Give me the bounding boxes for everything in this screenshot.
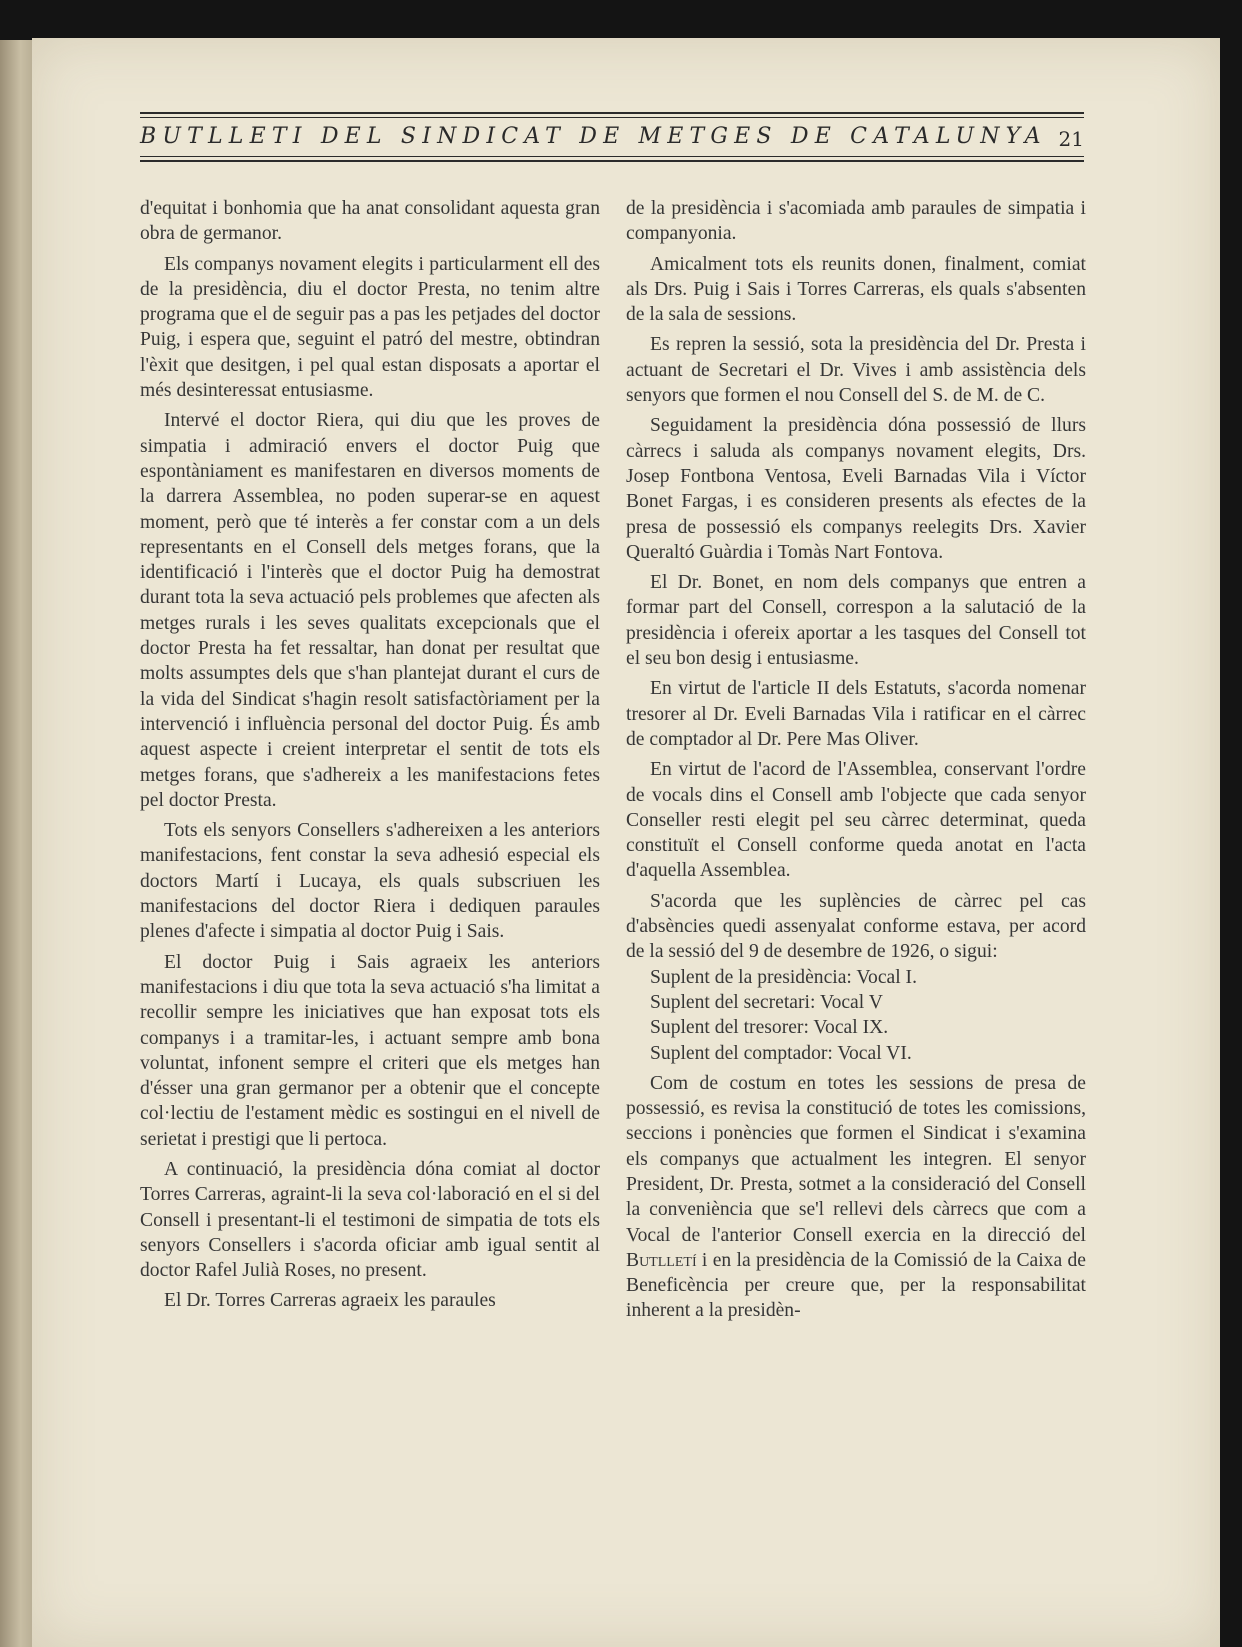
running-head (140, 108, 1084, 170)
paragraph: En virtut de l'article II dels Estatuts, s'acorda nomenar tresorer al Dr. Eveli Barnadas Vila i ratificar en el càrrec de comptador al Dr. Pere Mas Oliver. (626, 678, 1086, 750)
paragraph-text: Com de costum en totes les sessions de presa de possessió, es revisa la constitució de totes les comissions, seccions i ponències que formen el Sindicat i s'examina els companys que actualment les integren. El senyor President, Dr. Presta, sotmet a la consideració del Consell la conveniència que se'l rellevi dels càrrecs que com a Vocal de l'anterior Consell exercia en la direcció del (626, 1072, 1086, 1246)
header-rule-bottom (140, 160, 1084, 162)
paragraph: Intervé el doctor Riera, qui diu que les proves de simpatia i admiració envers el doctor Puig que espontàniament es manifestaren en diversos moments de la darrera Assemblea, no poden superar-se en aquest moment, però que té interès a fer constar com a un dels representants en el Consell dels metges forans, que la identificació i l'interès que el doctor Puig ha demostrat durant tota la seva actuació pels problemes que afecten als metges rurals i les seves qualitats excepcionals que el doctor Presta ha fet ressaltar, han donat per resultat que molts assumptes dels que s'han plantejat durant el curs de la vida del Sindicat s'hagin resolt satisfactòriament per la intervenció i influència personal del doctor Puig. És amb aquest aspecte i creient interpretar el sentit de tots els metges forans, que s'adhereix a les manifestacions fetes pel doctor Presta. (140, 410, 600, 811)
header-rule-bottom-thin (140, 156, 1084, 157)
right-column (626, 196, 1086, 1329)
paragraph: S'acorda que les suplències de càrrec pel cas d'absències quedi assenyalat conforme estava, per acord de la sessió del 9 de desembre de 1926, o sigui: (626, 890, 1086, 963)
paragraph: Els companys novament elegits i particularment ell des de la presidència, diu el doctor Presta, no tenim altre programa que el de seguir pas a pas les petjades del doctor Puig, i espera que, seguint el patró del mestre, obtindran l'èxit que desitgen, i pel qual estan disposats a aportar el més desinteressat entusiasme. (140, 253, 600, 402)
paragraph: Es repren la sessió, sota la presidència del Dr. Presta i actuant de Secretari el Dr. Vives i amb assistència dels senyors que formen el nou Consell del S. de M. de C. (626, 334, 1086, 407)
paragraph: En virtut de l'acord de l'Assemblea, conservant l'ordre de vocals dins el Consell amb l'objecte que cada senyor Conseller resti elegit pel seu càrrec determinat, queda constituït el Consell conforme queda anotat en l'acta d'aquella Assemblea. (626, 759, 1086, 882)
list-item: Suplent de la presidència: Vocal I. (650, 966, 917, 988)
paragraph: Amicalment tots els reunits donen, finalment, comiat als Drs. Puig i Sais i Torres Carreras, els quals s'absenten de la sala de sessions. (626, 253, 1086, 326)
paragraph: Tots els senyors Consellers s'adhereixen a les anteriors manifestacions, fent constar la seva adhesió especial els doctors Martí i Lucaya, els quals subscriuen les manifestacions del doctor Riera i dediquen paraules plenes d'afecte i simpatia al doctor Puig i Sais. (140, 820, 600, 943)
paragraph: A continuació, la presidència dóna comiat al doctor Torres Carreras, agraint-li la seva col·laboració en el si del Consell i presentant-li el testimoni de simpatia de tots els senyors Consellers i s'acorda oficiar amb igual sentit al doctor Rafel Julià Roses, no present. (140, 1158, 600, 1282)
journal-title: BUTLLETI DEL SINDICAT DE METGES DE CATALUNYA (140, 124, 1047, 149)
list-item: Suplent del tresorer: Vocal IX. (650, 1017, 889, 1039)
paragraph: d'equitat i bonhomia que ha anat consolidant aquesta gran obra de germanor. (140, 198, 600, 245)
bulletin-name: Butlletí (626, 1249, 697, 1271)
paragraph: El Dr. Bonet, en nom dels companys que entren a formar part del Consell, correspon a la salutació de la presidència i ofereix aportar a les tasques del Consell tot el seu bon desig i entusiasme. (626, 572, 1086, 670)
left-column (140, 196, 600, 1319)
paragraph: El Dr. Torres Carreras agraeix les paraules (164, 1290, 496, 1312)
paragraph (626, 1071, 1086, 1324)
paragraph: de la presidència i s'acomiada amb paraules de simpatia i companyonia. (626, 198, 1086, 245)
page-number: 21 (1058, 127, 1084, 151)
header-rule-top-thin (140, 117, 1084, 118)
header-rule-top (140, 112, 1084, 114)
list-item: Suplent del secretari: Vocal V (650, 991, 883, 1013)
list-item: Suplent del comptador: Vocal VI. (650, 1042, 912, 1064)
paragraph-text: i en la presidència de la Comissió de la Caixa de Beneficència per creure que, per la responsabilitat inherent a la presidèn- (626, 1249, 1086, 1322)
paragraph: Seguidament la presidència dóna possessió de llurs càrrecs i saluda als companys novament elegits, Drs. Josep Fontbona Ventosa, Eveli Barnadas Vila i Víctor Bonet Fargas, i es consideren presents als efectes de la presa de possessió els companys reelegits Drs. Xavier Queraltó Guàrdia i Tomàs Nart Fontova. (626, 415, 1086, 563)
facing-page-edge (0, 40, 34, 1647)
paragraph: El doctor Puig i Sais agraeix les anteriors manifestacions i diu que tota la seva actuació s'ha limitat a recollir sempre les iniciatives que han exposat tots els companys i a tramitar-les, i actuant sempre amb bona voluntat, infonent sempre el criteri que els metges han d'ésser una gran germanor per a obtenir que el concepte col·lectiu de l'estament mèdic es sostingui en el nivell de serietat i prestigi que li pertoca. (140, 951, 600, 1150)
